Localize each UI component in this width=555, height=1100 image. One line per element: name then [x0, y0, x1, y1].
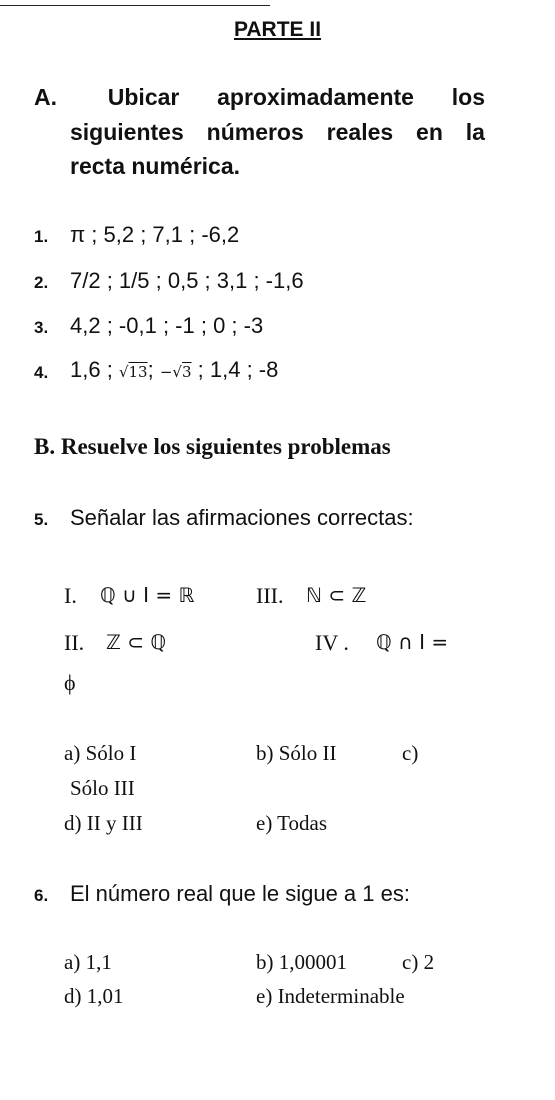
section-a-heading-line-1	[34, 84, 485, 111]
statement-i-expr: ℚ ∪ I = ℝ	[100, 583, 195, 607]
section-a-heading-line-3: recta numérica.	[70, 153, 241, 179]
statement-ii-expr: ℤ ⊂ ℚ	[106, 630, 167, 654]
statement-iv-expr: ℚ ∩ I =	[376, 630, 449, 654]
q6-option-c: c) 2	[402, 950, 435, 974]
item-text: ;	[147, 357, 154, 382]
q5-option-e: e) Todas	[256, 811, 328, 835]
heading-word: reales	[326, 119, 394, 145]
question-text: Señalar las afirmaciones correctas:	[70, 505, 414, 530]
heading-word: la	[465, 119, 485, 145]
sqrt-13: √13	[118, 363, 148, 381]
page-title: PARTE II	[233, 18, 322, 41]
q6-option-b: b) 1,00001	[256, 950, 347, 974]
item-text-math	[70, 357, 278, 383]
statement-iii-expr: ℕ ⊂ ℤ	[306, 583, 367, 607]
q5-option-c: c)	[402, 741, 419, 765]
q5-option-b: b) Sólo II	[256, 741, 337, 765]
heading-word: Ubicar	[107, 84, 180, 110]
question-text: El número real que le sigue a 1 es:	[70, 881, 410, 906]
section-a-letter: A.	[34, 84, 57, 110]
heading-word: los	[451, 84, 485, 110]
statement-i-label: I.	[64, 583, 77, 608]
radicand: 3	[181, 363, 192, 381]
item-number: 2.	[34, 273, 49, 292]
item-number: 3.	[34, 318, 49, 337]
heading-word: aproximadamente	[217, 84, 414, 110]
item-text: 1,6 ;	[70, 357, 113, 382]
question-number: 6.	[34, 886, 49, 905]
q5-option-a: a) Sólo I	[64, 741, 137, 765]
question-number: 5.	[34, 510, 49, 529]
statement-iii-label: III.	[256, 583, 284, 608]
q6-option-d: d) 1,01	[64, 984, 124, 1008]
q6-option-e: e) Indeterminable	[256, 984, 405, 1008]
q6-option-a: a) 1,1	[64, 950, 112, 974]
item-text: π ; 5,2 ; 7,1 ; -6,2	[70, 222, 240, 247]
heading-word: siguientes	[70, 119, 184, 145]
neg-sqrt-3: −√3	[159, 363, 192, 381]
statement-iv-label: IV .	[315, 630, 349, 655]
q5-option-d: d) II y III	[64, 811, 143, 835]
item-text: 7/2 ; 1/5 ; 0,5 ; 3,1 ; -1,6	[70, 268, 304, 293]
heading-word: números	[206, 119, 304, 145]
item-text: 4,2 ; -0,1 ; -1 ; 0 ; -3	[70, 313, 264, 338]
statement-iv-empty-set: ϕ	[64, 670, 76, 695]
item-number: 4.	[34, 363, 49, 382]
section-b-heading: B. Resuelve los siguientes problemas	[34, 434, 391, 459]
section-a-heading-line-2	[70, 119, 485, 146]
statement-ii-label: II.	[64, 630, 85, 655]
item-number: 1.	[34, 227, 49, 246]
q5-option-c-text: Sólo III	[70, 776, 135, 800]
item-text: ; 1,4 ; -8	[197, 357, 279, 382]
minus-sign: −	[159, 363, 173, 381]
radicand: 13	[128, 363, 148, 381]
heading-word: en	[416, 119, 443, 145]
top-rule	[0, 5, 270, 6]
